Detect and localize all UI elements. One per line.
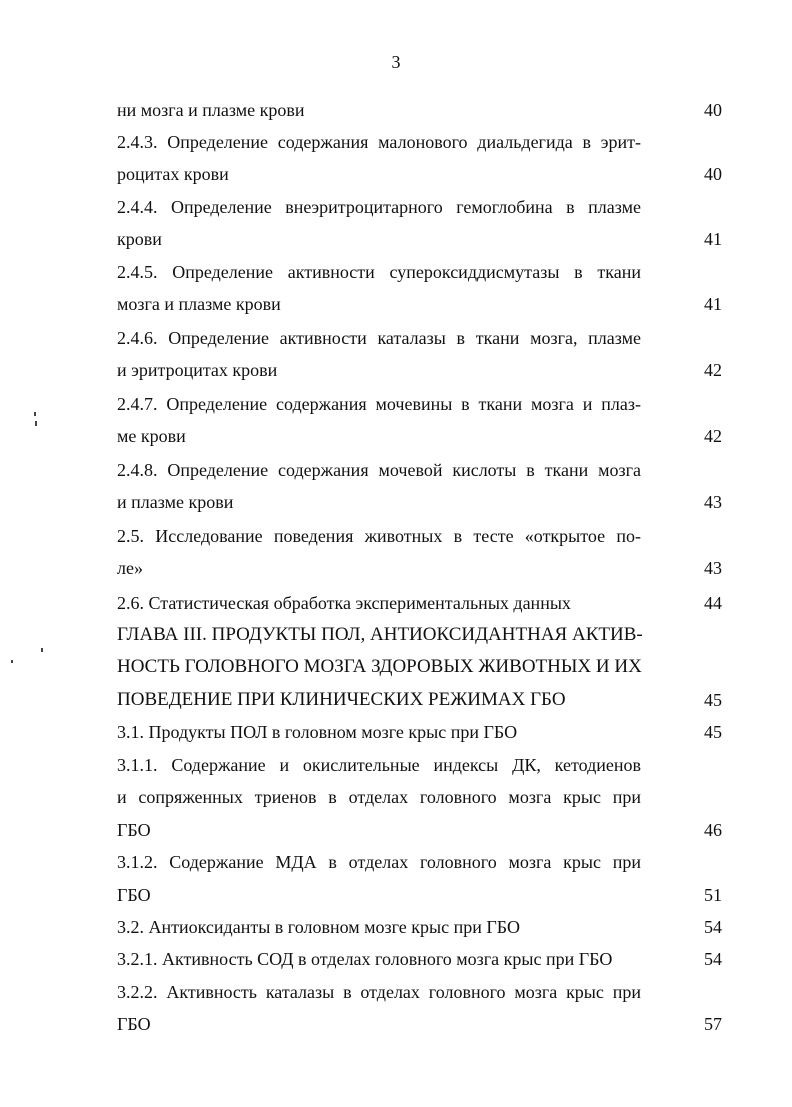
toc-line: ме крови [117, 426, 186, 446]
toc-line: 2.4.5. Определение активности супероксиддисмутазы в ткани [117, 262, 641, 282]
page-ref: 54 [704, 949, 722, 969]
scan-speck [34, 412, 36, 416]
page-ref: 42 [704, 426, 722, 446]
toc-line: 3.2. Антиоксиданты в головном мозге крыс при ГБО [117, 917, 520, 937]
toc-line: 2.4.6. Определение активности каталазы в ткани мозга, плазме [117, 328, 641, 348]
toc-line: роцитах крови [117, 164, 229, 184]
toc-line: 3.2.2. Активность каталазы в отделах головного мозга крыс при [117, 982, 641, 1002]
chapter-heading-line: НОСТЬ ГОЛОВНОГО МОЗГА ЗДОРОВЫХ ЖИВОТНЫХ И ИХ [117, 656, 642, 677]
page-ref: 44 [704, 593, 722, 613]
toc-line: мозга и плазме крови [117, 294, 281, 314]
page-ref: 51 [704, 885, 722, 905]
toc-line: 2.4.3. Определение содержания малонового диальдегида в эрит- [117, 132, 641, 152]
toc-line: ГБО [117, 1014, 151, 1034]
page-number: 3 [391, 52, 401, 72]
toc-line: и эритроцитах крови [117, 360, 278, 380]
toc-line: 2.4.4. Определение внеэритроцитарного гемоглобина в плазме [117, 197, 641, 217]
page-ref: 40 [704, 100, 722, 120]
toc-line: 3.1.2. Содержание МДА в отделах головного мозга крыс при [117, 852, 641, 872]
page-ref: 45 [704, 722, 722, 742]
page-ref: 42 [704, 360, 722, 380]
page-ref: 41 [704, 294, 722, 314]
toc-line: 2.5. Исследование поведения животных в тесте «открытое по- [117, 526, 641, 546]
toc-line: и сопряженных триенов в отделах головного мозга крыс при [117, 787, 641, 807]
scan-speck [35, 421, 37, 426]
page-ref: 57 [704, 1014, 722, 1034]
toc-line: 3.1. Продукты ПОЛ в головном мозге крыс при ГБО [117, 722, 518, 742]
toc-line: и плазме крови [117, 492, 234, 512]
toc-line: крови [117, 229, 162, 249]
toc-line: 2.4.7. Определение содержания мочевины в ткани мозга и плаз- [117, 394, 641, 414]
toc-line: 3.2.1. Активность СОД в отделах головного мозга крыс при ГБО [117, 949, 613, 969]
page-ref: 46 [704, 820, 722, 840]
chapter-heading-line: ГЛАВА III. ПРОДУКТЫ ПОЛ, АНТИОКСИДАНТНАЯ АКТИВ- [117, 624, 643, 645]
page-ref: 40 [704, 164, 722, 184]
toc-line: ни мозга и плазме крови [117, 100, 305, 120]
page-ref: 45 [704, 690, 722, 710]
toc-line: ГБО [117, 885, 151, 905]
scan-speck [11, 660, 13, 663]
scan-speck [41, 648, 43, 652]
toc-line: 2.6. Статистическая обработка экспериментальных данных [117, 593, 571, 613]
page-ref: 43 [704, 558, 722, 578]
toc-line: ле» [117, 558, 143, 578]
toc-line: 2.4.8. Определение содержания мочевой кислоты в ткани мозга [117, 460, 641, 480]
toc-line: 3.1.1. Содержание и окислительные индексы ДК, кетодиенов [117, 755, 641, 775]
toc-line: ГБО [117, 820, 151, 840]
page-ref: 54 [704, 917, 722, 937]
page-ref: 43 [704, 492, 722, 512]
chapter-heading-line: ПОВЕДЕНИЕ ПРИ КЛИНИЧЕСКИХ РЕЖИМАХ ГБО [117, 689, 566, 710]
page-ref: 41 [704, 229, 722, 249]
